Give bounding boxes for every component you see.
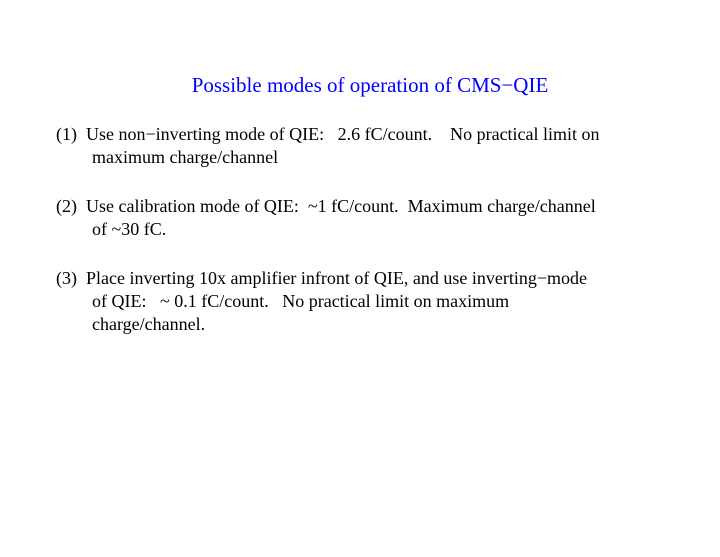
mode-item-3-line-2: of QIE: ~ 0.1 fC/count. No practical limit on maximum [92, 291, 510, 311]
mode-item-2-line-2: of ~30 fC. [92, 219, 167, 239]
mode-item-1 [56, 123, 696, 169]
mode-item-3 [56, 267, 696, 336]
slide-title: Possible modes of operation of CMS−QIE [191, 73, 549, 97]
mode-item-1-line-2: maximum charge/channel [92, 147, 279, 167]
mode-item-2-line-1: (2) Use calibration mode of QIE: ~1 fC/count. Maximum charge/channel [56, 196, 596, 216]
mode-item-3-line-1: (3) Place inverting 10x amplifier infront of QIE, and use inverting−mode [56, 268, 588, 288]
mode-item-1-line-1: (1) Use non−inverting mode of QIE: 2.6 fC/count. No practical limit on [56, 124, 600, 144]
mode-item-2 [56, 195, 696, 241]
mode-item-3-line-3: charge/channel. [92, 314, 206, 334]
